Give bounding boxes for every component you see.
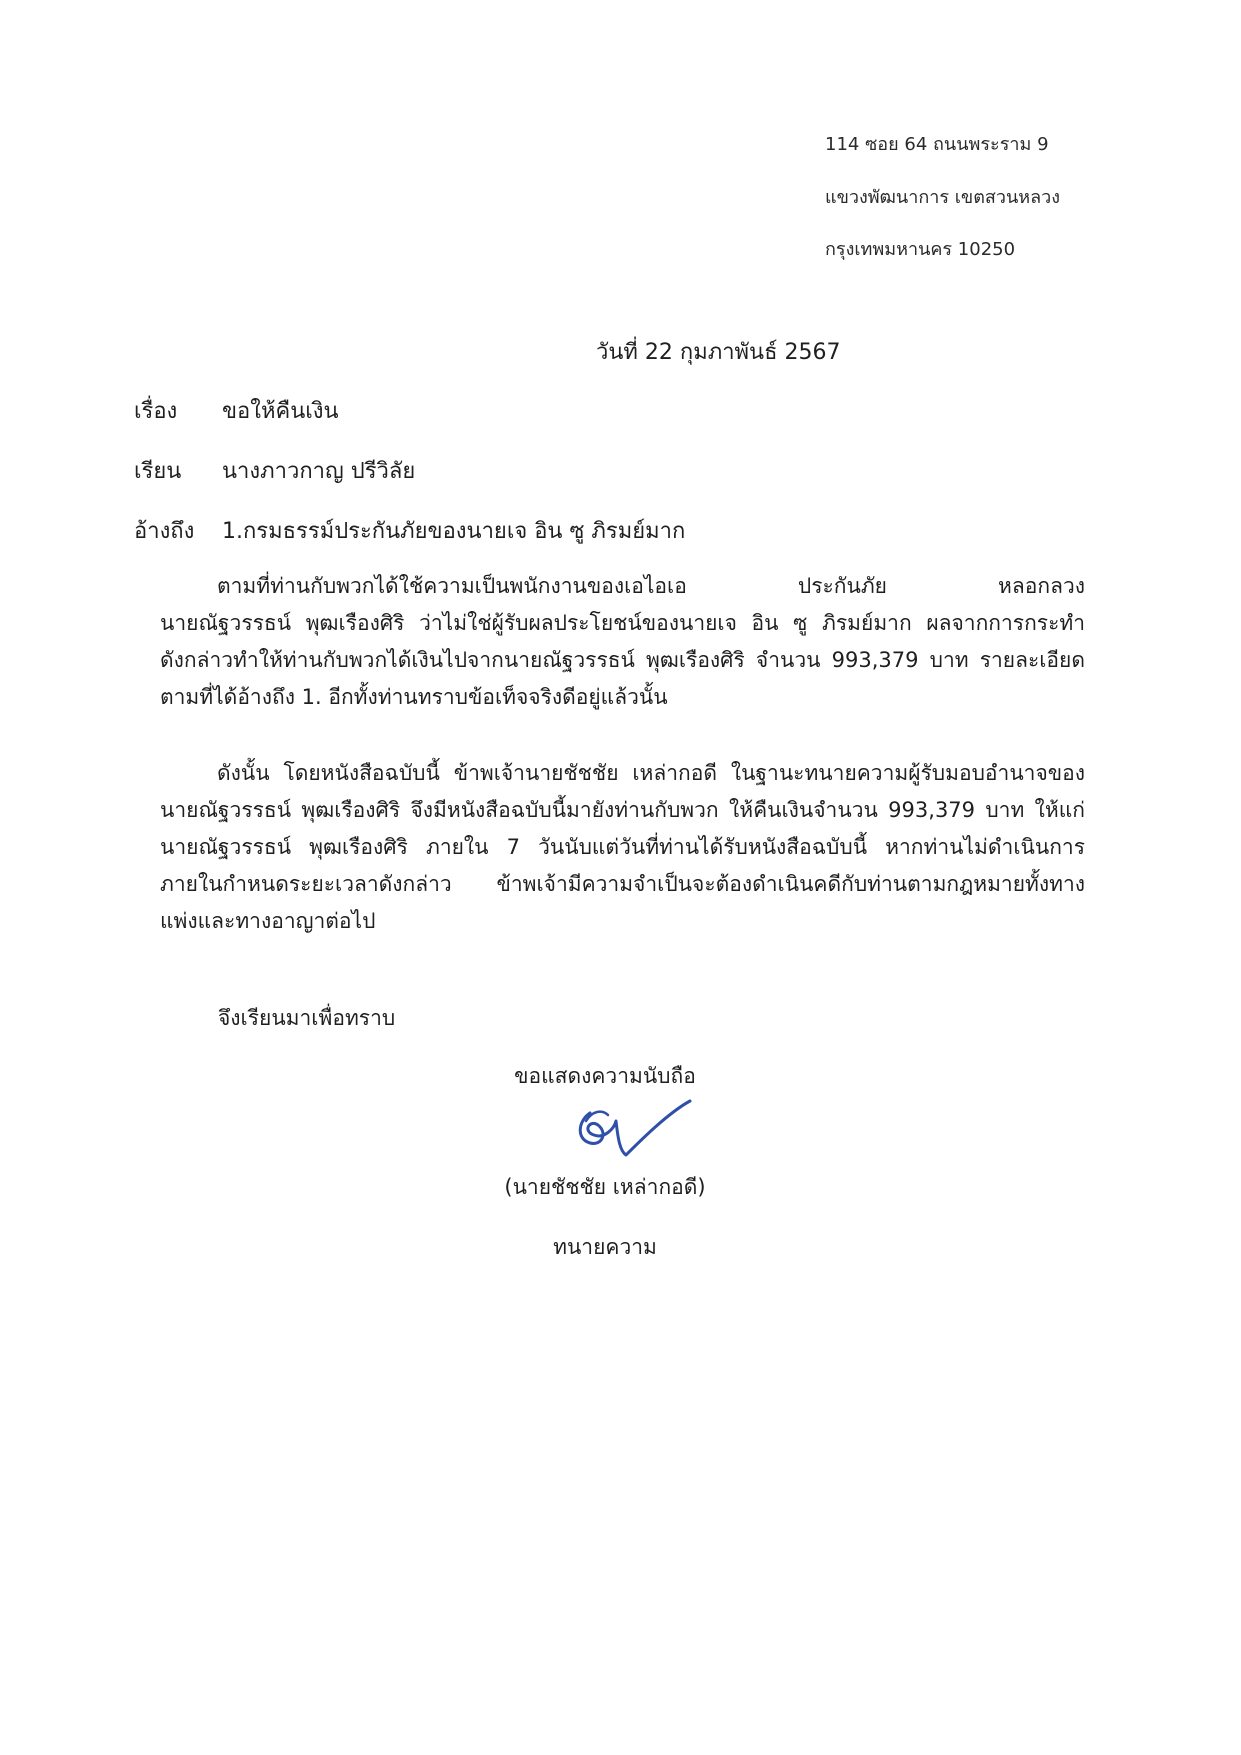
recipient-value: นางภาวกาญ ปรีวิลัย (222, 459, 416, 484)
signer-title: ทนายความ (553, 1235, 657, 1259)
sender-address-line-2: แขวงพัฒนาการ เขตสวนหลวง (825, 187, 1061, 208)
paragraph-2-line: แพ่งและทางอาญาต่อไป (160, 909, 376, 933)
recipient-label: เรียน (134, 459, 182, 484)
reference-row (134, 517, 685, 547)
paragraph-1-line: ดังกล่าวทำให้ท่านกับพวกได้เงินไปจากนายณัฐวรรธน์ พุฒเรืองศิริ จำนวน 993,379 บาท รายละเอียด (160, 648, 1085, 672)
paragraph-1-line: ตามที่ได้อ้างถึง 1. อีกทั้งท่านทราบข้อเท็จจริงดีอยู่แล้วนั้น (160, 685, 668, 709)
sender-address-line-3: กรุงเทพมหานคร 10250 (825, 239, 1016, 260)
paragraph-1-line: นายณัฐวรรธน์ พุฒเรืองศิริ ว่าไม่ใช่ผู้รับผลประโยชน์ของนายเจ อิน ซู ภิรมย์มาก ผลจากการกระทำ (160, 611, 1085, 635)
signature-image (568, 1091, 698, 1166)
subject-label: เรื่อง (134, 399, 178, 424)
paragraph-1-line: ตามที่ท่านกับพวกได้ใช้ความเป็นพนักงานของเอไอเอ ประกันภัย หลอกลวง (217, 574, 1085, 598)
paragraph-2-line: นายณัฐวรรธน์ พุฒเรืองศิริ จึงมีหนังสือฉบับนี้มายังท่านกับพวก ให้คืนเงินจำนวน 993,379 บาท ให้แก่ (160, 798, 1085, 822)
paragraph-2-line: ภายในกำหนดระยะเวลาดังกล่าว ข้าพเจ้ามีความจำเป็นจะต้องดำเนินคดีกับท่านตามกฎหมายทั้งทาง (160, 872, 1085, 896)
recipient-row (134, 457, 415, 487)
signer-name: (นายชัชชัย เหล่ากอดี) (504, 1175, 706, 1199)
signature-stroke (580, 1101, 690, 1155)
subject-value: ขอให้คืนเงิน (222, 399, 339, 424)
subject-row (134, 397, 339, 427)
paragraph-2-line: ดังนั้น โดยหนังสือฉบับนี้ ข้าพเจ้านายชัชชัย เหล่ากอดี ในฐานะทนายความผู้รับมอบอำนาจของ (217, 761, 1085, 785)
body-paragraph-1 (160, 568, 1085, 716)
regards-line: ขอแสดงความนับถือ (514, 1064, 696, 1088)
letter-date: วันที่ 22 กุมภาพันธ์ 2567 (596, 340, 841, 365)
sender-address-line-1: 114 ซอย 64 ถนนพระราม 9 (825, 134, 1049, 155)
closing-line: จึงเรียนมาเพื่อทราบ (218, 1006, 396, 1030)
reference-value: 1.กรมธรรม์ประกันภัยของนายเจ อิน ซู ภิรมย์มาก (222, 519, 686, 544)
body-paragraph-2 (160, 755, 1085, 940)
reference-label: อ้างถึง (134, 519, 195, 544)
paragraph-2-line: นายณัฐวรรธน์ พุฒเรืองศิริ ภายใน 7 วันนับแต่วันที่ท่านได้รับหนังสือฉบับนี้ หากท่านไม่ดำเนินการ (160, 835, 1085, 859)
